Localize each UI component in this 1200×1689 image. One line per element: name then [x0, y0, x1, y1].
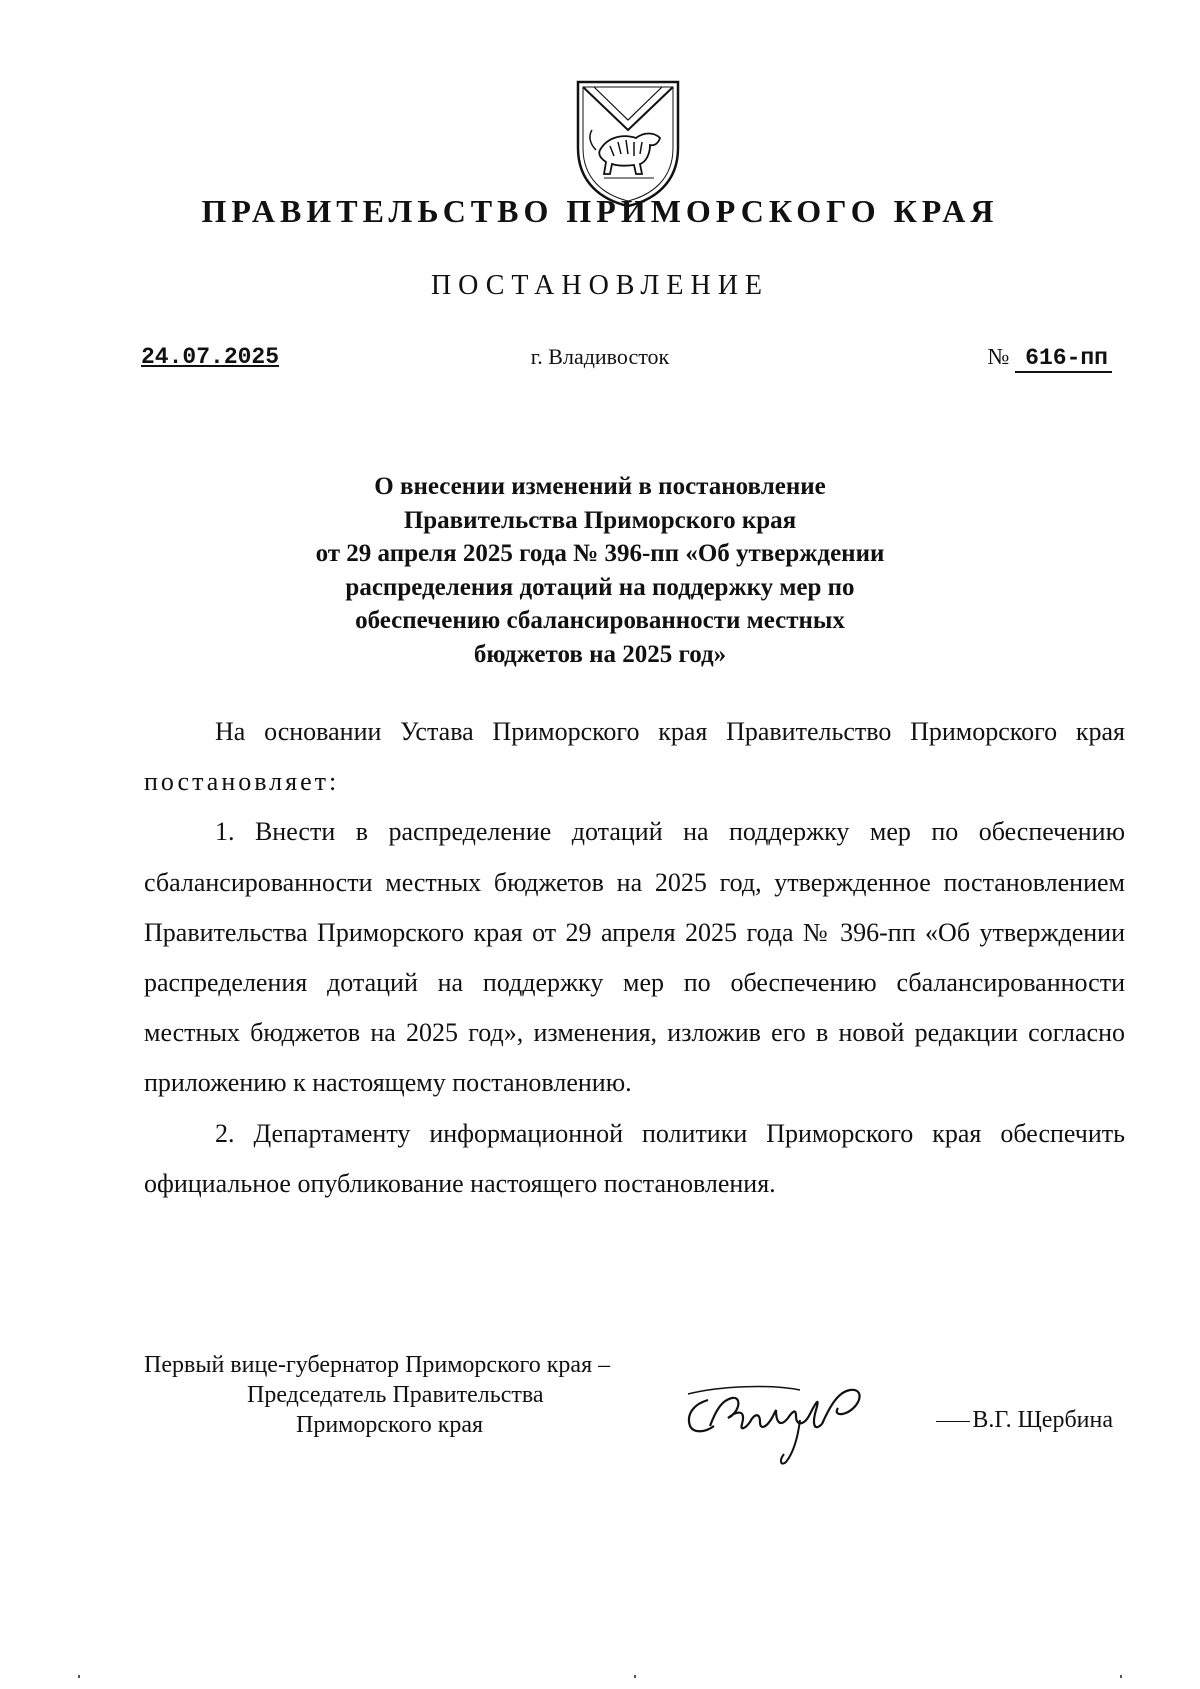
- intro-verb: постановляет:: [144, 767, 340, 797]
- document-type: ПОСТАНОВЛЕНИЕ: [430, 270, 770, 301]
- heading-line: Правительства Приморского края: [403, 506, 797, 534]
- signatory-name-text: В.Г. Щербина: [972, 1407, 1113, 1433]
- document-heading: [230, 470, 970, 671]
- item-1-paragraph: 1. Внести в распределение дотаций на поддержку мер по обеспечению сбалансированности местных бюджетов на 2025 год, утвержденное постановлением Правительства Приморского края от 29 апреля 2025 года № 396-пп «Об утверждении распределения дотаций на поддержку мер по обеспечению сбалансированности местных бюджетов на 2025 год», изменения, изложив его в новой редакции согласно приложению к настоящему постановлению.: [144, 817, 1125, 1098]
- position-line: Председатель Правительства: [247, 1382, 544, 1408]
- heading-line: бюджетов на 2025 год»: [473, 640, 727, 668]
- intro-paragraph: [144, 707, 1125, 807]
- intro-text: На основании Устава Приморского края Правительство Приморского края: [215, 717, 1125, 746]
- scan-mark: [1120, 1675, 1122, 1678]
- heading-line: распределения дотаций на поддержку мер по: [345, 573, 855, 601]
- document-date: 24.07.2025: [141, 344, 280, 370]
- signatory-position: [144, 1350, 704, 1440]
- position-line: Приморского края: [296, 1412, 484, 1438]
- organization-title: ПРАВИТЕЛЬСТВО ПРИМОРСКОГО КРАЯ: [201, 193, 999, 229]
- number-prefix: №: [987, 344, 1010, 369]
- item-2-paragraph: 2. Департаменту информационной политики Приморского края обеспечить официальное опубликование настоящего постановления.: [144, 1118, 1125, 1198]
- number-value: 616-пп: [1015, 346, 1112, 373]
- position-line: Первый вице-губернатор Приморского края –: [144, 1352, 611, 1378]
- scan-mark: [78, 1675, 80, 1678]
- document-city: г. Владивосток: [530, 344, 670, 369]
- name-dash: [936, 1421, 970, 1422]
- document-number: [987, 344, 1112, 373]
- heading-line: О внесении изменений в постановление: [374, 473, 826, 500]
- heading-line: обеспечению сбалансированности местных: [355, 607, 845, 634]
- document-body: [144, 707, 1125, 1209]
- heading-line: от 29 апреля 2025 года № 396-пп «Об утверждении: [315, 540, 885, 567]
- coat-of-arms-icon: [574, 78, 682, 210]
- handwritten-signature-icon: [680, 1370, 900, 1470]
- scan-mark: [634, 1675, 636, 1678]
- signatory-name: [936, 1407, 1113, 1434]
